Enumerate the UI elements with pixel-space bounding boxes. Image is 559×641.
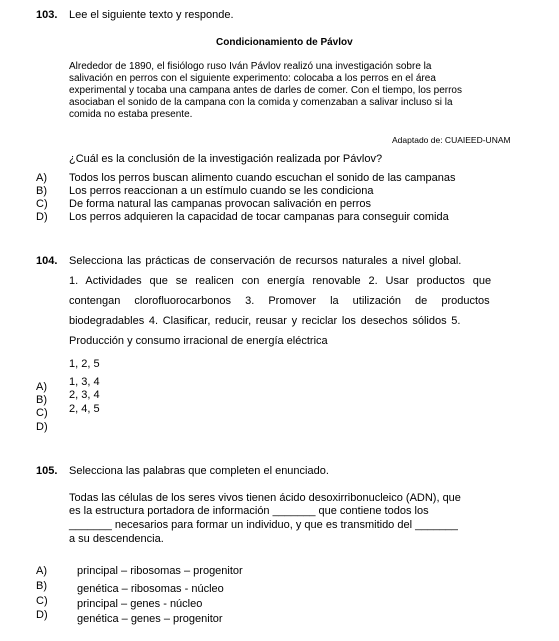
question-number-103: 103. bbox=[36, 9, 58, 21]
reading-title: Condicionamiento de Pávlov bbox=[216, 37, 353, 48]
question-line: 1. Actividades que se realicen con energía renovable 2. Usar productos que bbox=[69, 275, 492, 287]
question-line: contengan clorofluorocarbonos 3. Promover la utilización de productos bbox=[69, 295, 490, 307]
option-a[interactable]: Todos los perros buscan alimento cuando escuchan el sonido de las campanas bbox=[69, 172, 456, 184]
question-prompt-103: Lee el siguiente texto y responde. bbox=[69, 9, 234, 21]
question-text-103: ¿Cuál es la conclusión de la investigación realizada por Pávlov? bbox=[69, 153, 383, 165]
reading-line: comida no estaba presente. bbox=[69, 109, 193, 120]
option-letter: D) bbox=[36, 211, 48, 223]
option-letter: B) bbox=[36, 394, 47, 406]
option-answer[interactable]: 1, 3, 4 bbox=[69, 376, 100, 388]
option-letter: A) bbox=[36, 565, 47, 577]
option-c[interactable]: De forma natural las campanas provocan salivación en perros bbox=[69, 198, 372, 210]
statement-line: a su descendencia. bbox=[69, 533, 164, 545]
reading-line: asociaban el sonido de la campana con la comida y comenzaban a salivar incluso si la bbox=[69, 97, 453, 108]
reading-line: experimental y tocaba una campana antes de darles de comer. Con el tiempo, los perros bbox=[69, 85, 462, 96]
option-letter: A) bbox=[36, 381, 47, 393]
option-letter: B) bbox=[36, 185, 47, 197]
statement-line: Todas las células de los seres vivos tienen ácido desoxirribonucleico (ADN), que bbox=[69, 492, 461, 504]
option-letter: C) bbox=[36, 198, 48, 210]
option-answer[interactable]: 1, 2, 5 bbox=[69, 358, 100, 370]
option-d[interactable]: Los perros adquieren la capacidad de tocar campanas para conseguir comida bbox=[69, 211, 449, 223]
option-a[interactable]: principal – ribosomas – progenitor bbox=[77, 565, 243, 577]
option-b[interactable]: Los perros reaccionan a un estímulo cuando se les condiciona bbox=[69, 185, 374, 197]
option-c[interactable]: principal – genes - núcleo bbox=[77, 598, 203, 610]
source-credit: Adaptado de: CUAIEED-UNAM bbox=[392, 135, 511, 145]
question-prompt-105: Selecciona las palabras que completen el enunciado. bbox=[69, 465, 329, 477]
option-letter: D) bbox=[36, 421, 48, 433]
option-letter: C) bbox=[36, 407, 48, 419]
option-letter: A) bbox=[36, 172, 47, 184]
statement-line: es la estructura portadora de información _______ que contiene todos los bbox=[69, 505, 429, 517]
option-letter: B) bbox=[36, 580, 47, 592]
question-line: Producción y consumo irracional de energía eléctrica bbox=[69, 335, 328, 347]
reading-line: Alrededor de 1890, el fisiólogo ruso Iván Pávlov realizó una investigación sobre la bbox=[69, 61, 432, 72]
question-number-104: 104. bbox=[36, 255, 58, 267]
option-letter: C) bbox=[36, 595, 48, 607]
option-b[interactable]: genética – ribosomas - núcleo bbox=[77, 583, 224, 595]
option-d[interactable]: genética – genes – progenitor bbox=[77, 613, 223, 625]
option-answer[interactable]: 2, 4, 5 bbox=[69, 403, 100, 415]
question-line: biodegradables 4. Clasificar, reducir, reusar y reciclar los desechos sólidos 5. bbox=[69, 315, 461, 327]
option-letter: D) bbox=[36, 609, 48, 621]
question-line: Selecciona las prácticas de conservación de recursos naturales a nivel global. bbox=[69, 255, 462, 267]
question-number-105: 105. bbox=[36, 465, 58, 477]
reading-line: salivación en perros con el siguiente experimento: colocaba a los perros en el área bbox=[69, 73, 436, 84]
statement-line: _______ necesarios para formar un individuo, y que es transmitido del _______ bbox=[69, 519, 458, 531]
option-answer[interactable]: 2, 3, 4 bbox=[69, 389, 100, 401]
